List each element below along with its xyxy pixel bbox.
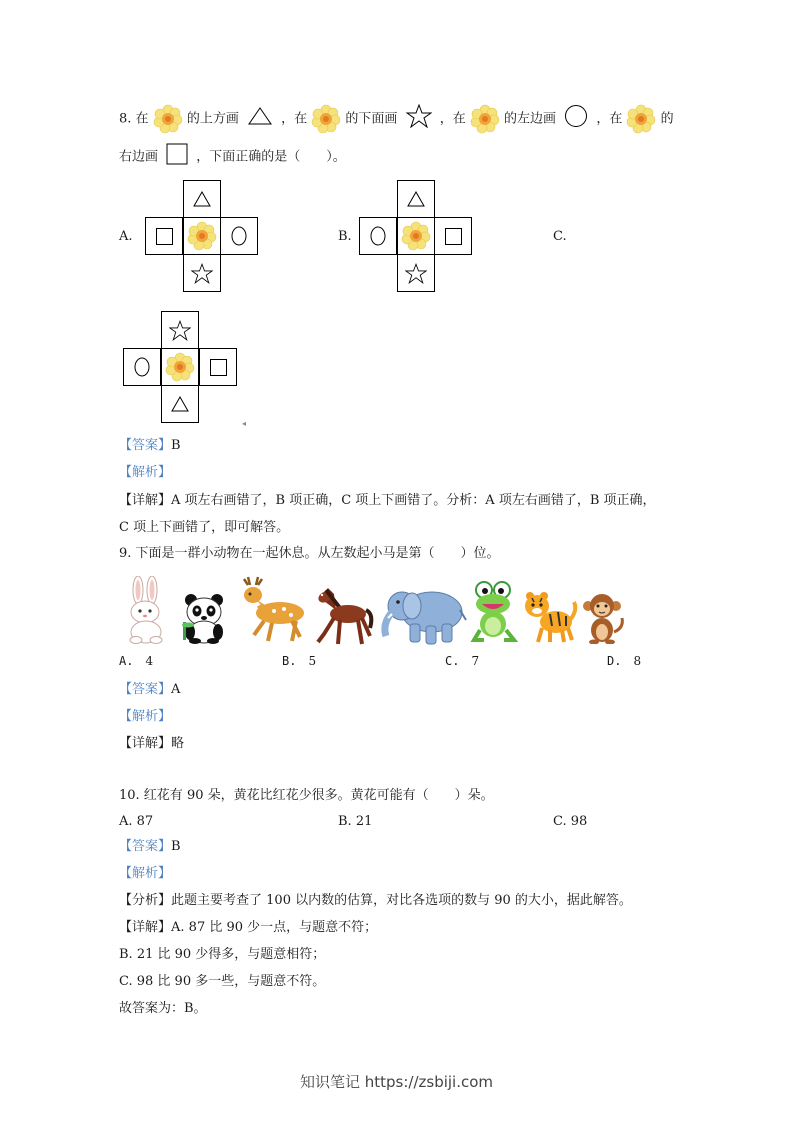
q9-option-c[interactable]: C. 7 xyxy=(445,654,480,668)
grid-cell-left xyxy=(123,348,161,386)
grid-cell-left xyxy=(145,217,183,255)
grid-cell-top xyxy=(161,311,199,349)
grid-cell-top xyxy=(397,180,435,218)
footer-watermark[interactable]: 知识笔记 https://zsbiji.com xyxy=(299,1073,494,1091)
grid-cell-center xyxy=(183,217,221,255)
square-icon xyxy=(445,228,462,245)
sun-flower-icon xyxy=(165,352,195,382)
monkey-icon xyxy=(580,592,626,644)
grid-cell-bottom xyxy=(161,385,199,423)
sun-flower-icon xyxy=(187,221,217,251)
sun-flower-icon xyxy=(470,104,500,134)
grid-cell-right xyxy=(220,217,258,255)
q10-answer: 【答案】B xyxy=(119,839,181,854)
grid-cell-bottom xyxy=(397,254,435,292)
circle-icon xyxy=(134,357,150,377)
q8-answer: 【答案】B xyxy=(119,438,181,453)
sun-flower-icon xyxy=(401,221,431,251)
q9-detail: 【详解】略 xyxy=(119,736,185,751)
sun-flower-icon xyxy=(311,104,341,134)
circle-icon xyxy=(231,226,247,246)
q9-question: 9. 下面是一群小动物在一起休息。从左数起小马是第（ ）位。 xyxy=(119,546,500,561)
q8-option-c-label: C. xyxy=(553,229,567,244)
sun-flower-icon xyxy=(153,104,183,134)
circle-icon xyxy=(370,226,386,246)
tiger-icon xyxy=(518,590,578,644)
q10-option-c[interactable]: C. 98 xyxy=(553,814,588,829)
q10-analysis-tag: 【解析】 xyxy=(119,866,172,881)
q9-option-b[interactable]: B. 5 xyxy=(282,654,317,668)
q8-question-line2: 右边画 ，下面正确的是（ ）。 xyxy=(119,143,346,171)
star-icon xyxy=(169,320,191,341)
triangle-icon xyxy=(407,191,425,207)
triangle-icon xyxy=(247,106,273,132)
grid-cell-top xyxy=(183,180,221,218)
horse-icon xyxy=(312,584,374,646)
q8-detail-line2: C 项上下画错了，即可解答。 xyxy=(119,520,290,535)
elephant-icon xyxy=(376,584,468,646)
square-icon xyxy=(156,228,173,245)
q9-option-d[interactable]: D. 8 xyxy=(607,654,642,668)
q8-detail-line1: 【详解】A 项左右画错了，B 项正确，C 项上下画错了。分析：A 项左右画错了，B 项正确， xyxy=(119,493,656,508)
grid-cell-center xyxy=(161,348,199,386)
q10-detail2: B. 21 比 90 少得多，与题意相符； xyxy=(119,947,326,962)
frog-icon xyxy=(470,580,518,644)
grid-cell-right xyxy=(434,217,472,255)
q8-question-line1: 8. 在 的上方画 ，在 的下面画 ，在 的左边画 ，在 的 xyxy=(119,104,674,134)
q9-answer: 【答案】A xyxy=(119,682,181,697)
star-icon xyxy=(406,104,432,134)
q10-option-b[interactable]: B. 21 xyxy=(338,814,373,829)
rabbit-icon xyxy=(122,576,170,644)
q8-option-a-label: A. xyxy=(119,229,133,244)
grid-cell-left xyxy=(359,217,397,255)
triangle-icon xyxy=(171,396,189,412)
q10-detail3: C. 98 比 90 多一些，与题意不符。 xyxy=(119,974,326,989)
star-icon xyxy=(405,263,427,284)
sun-flower-icon xyxy=(626,104,656,134)
q9-analysis-tag: 【解析】 xyxy=(119,709,172,724)
q10-question: 10. 红花有 90 朵，黄花比红花少很多。黄花可能有（ ）朵。 xyxy=(119,788,494,803)
circle-icon xyxy=(564,104,588,134)
star-icon xyxy=(191,263,213,284)
triangle-icon xyxy=(193,191,211,207)
grid-cell-center xyxy=(397,217,435,255)
q10-fenxi: 【分析】此题主要考查了 100 以内数的估算，对比各选项的数与 90 的大小，据此解答。 xyxy=(119,893,632,908)
deer-icon xyxy=(236,575,308,645)
q10-detail1: 【详解】A. 87 比 90 少一点，与题意不符； xyxy=(119,920,378,935)
panda-icon xyxy=(180,592,228,644)
square-icon xyxy=(166,143,188,171)
q10-option-a[interactable]: A. 87 xyxy=(119,814,154,829)
q8-analysis-tag: 【解析】 xyxy=(119,465,172,480)
grid-cell-bottom xyxy=(183,254,221,292)
q8-option-b-label: B. xyxy=(338,229,352,244)
q9-option-a[interactable]: A. 4 xyxy=(119,654,154,668)
grid-cell-right xyxy=(199,348,237,386)
q10-conclusion: 故答案为：B。 xyxy=(119,1001,207,1016)
square-icon xyxy=(210,359,227,376)
paragraph-mark-icon: ◂ xyxy=(242,419,247,428)
